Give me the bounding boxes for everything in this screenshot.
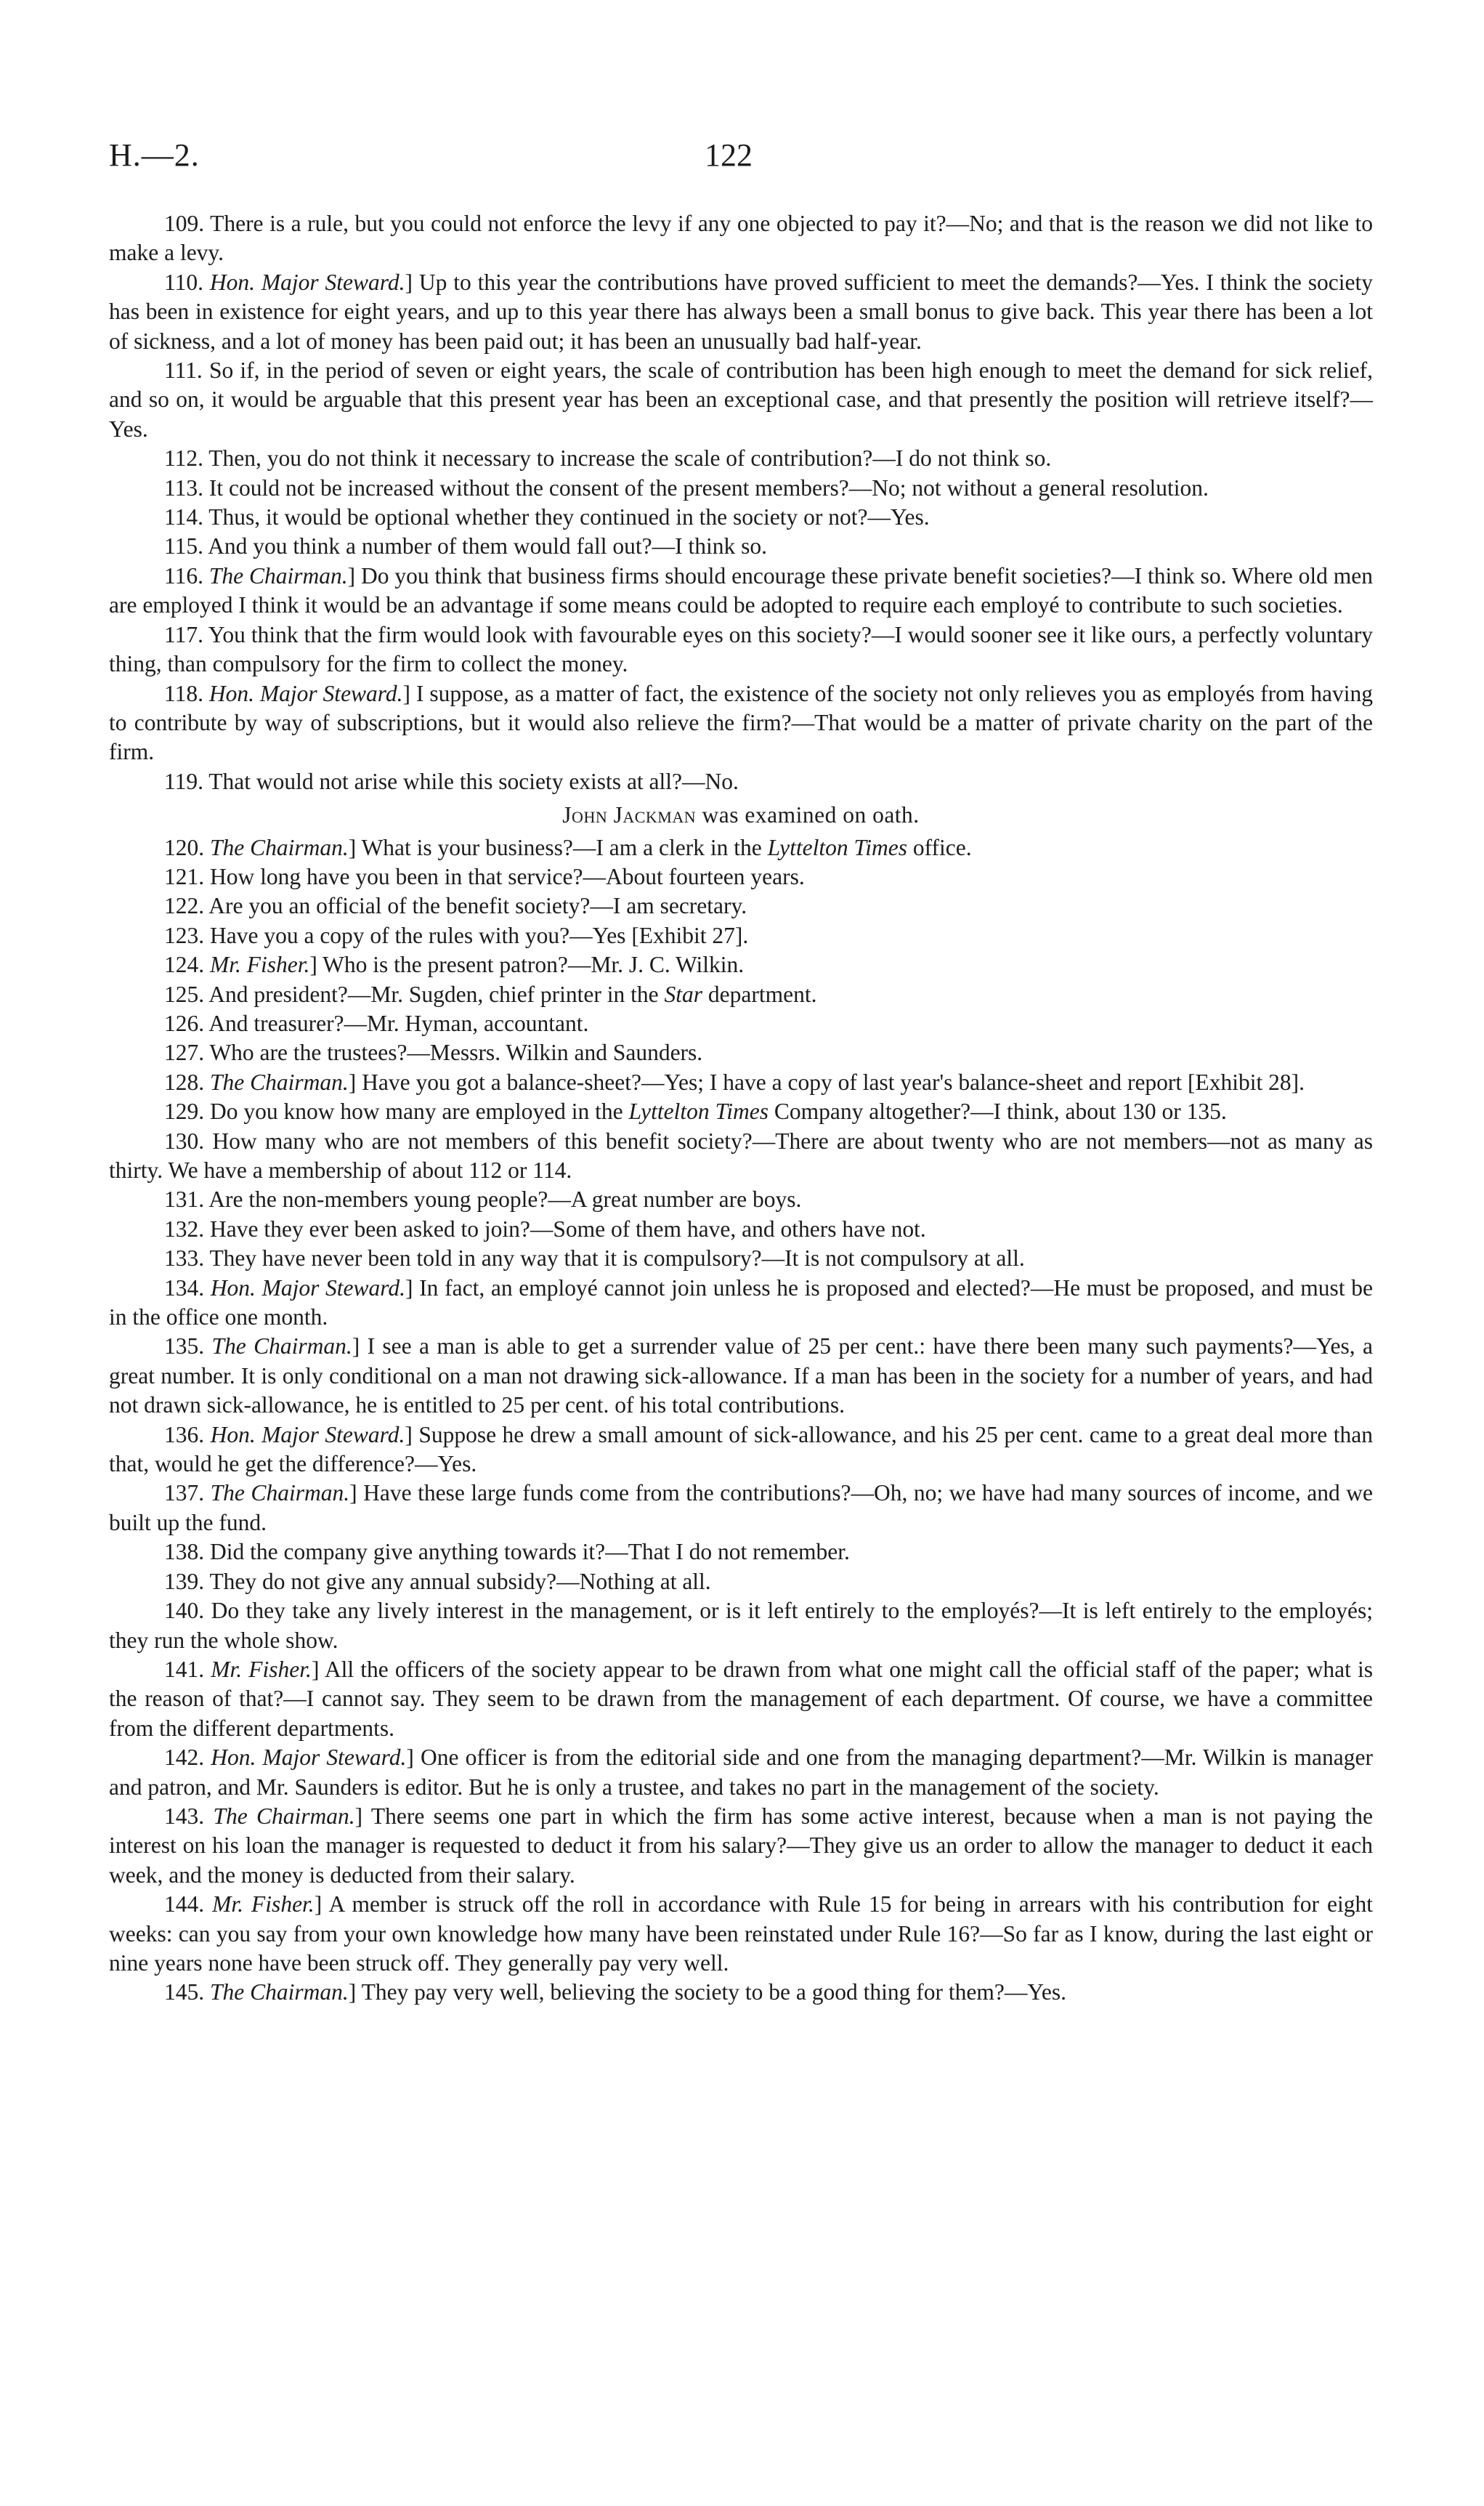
- paragraph-text: They have never been told in any way that it is compulsory?—It is not compulsory at all.: [209, 1245, 1025, 1272]
- paragraph-number: 121.: [164, 863, 205, 889]
- paragraph-text: ] Do you think that business firms should encourage these private benefit societies?—I think so. Where old men are employed I think it would be an advantage if some means could be adopted to require each employé to contribute to such societies.: [109, 562, 1374, 618]
- paragraph-116: [109, 562, 1373, 621]
- paragraph-number: 128.: [164, 1069, 205, 1095]
- paragraph-number: 117.: [164, 621, 203, 647]
- paragraph-number: 116.: [164, 562, 203, 589]
- paragraph-142: [109, 1743, 1373, 1802]
- paragraph-text: It could not be increased without the consent of the present members?—No; not without a general resolution.: [208, 474, 1209, 501]
- paragraph-122: [109, 892, 1373, 921]
- paragraph-text: ] I see a man is able to get a surrender value of 25 per cent.: have there been many such payments?—Yes, a great number. It is only conditional on a man not drawing sick-allowance. If a man has been in the society for a number of years, and had not drawn sick-allowance, he is entitled to 25 per cent. of his total contributions.: [109, 1333, 1373, 1418]
- paragraph-text-end: department.: [702, 981, 817, 1007]
- paragraph-number: 124.: [164, 952, 205, 978]
- paragraph-110: [109, 268, 1373, 356]
- document-code: H.—2.: [109, 137, 200, 173]
- paragraph-140: [109, 1596, 1373, 1655]
- paragraph-132: [109, 1215, 1373, 1244]
- witness-heading: [109, 801, 1373, 830]
- newspaper-title: Star: [664, 981, 703, 1007]
- paragraph-131: [109, 1185, 1373, 1214]
- speaker-name: Hon. Major Steward.: [208, 680, 403, 706]
- page-header: [109, 0, 1373, 218]
- paragraph-number: 109.: [164, 211, 205, 236]
- speaker-name: The Chairman.: [210, 834, 349, 860]
- paragraph-text: Have they ever been asked to join?—Some of them have, and others have not.: [210, 1216, 926, 1242]
- paragraph-145: [109, 1978, 1373, 2007]
- paragraph-number: 125.: [164, 981, 205, 1007]
- paragraph-number: 132.: [164, 1216, 205, 1242]
- witness-name: John Jackman: [562, 802, 697, 828]
- newspaper-title: Lyttelton Times: [628, 1099, 769, 1125]
- speaker-name: The Chairman.: [213, 1803, 355, 1829]
- paragraph-number: 112.: [164, 445, 203, 472]
- speaker-name: The Chairman.: [211, 1333, 352, 1359]
- paragraph-139: [109, 1567, 1373, 1596]
- paragraph-text: Are you an official of the benefit society?—I am secretary.: [208, 893, 747, 919]
- paragraph-112: [109, 444, 1373, 473]
- paragraph-text: How long have you been in that service?—About fourteen years.: [210, 863, 805, 889]
- paragraph-number: 127.: [164, 1040, 205, 1066]
- speaker-name: The Chairman.: [210, 1979, 349, 2005]
- paragraph-123: [109, 921, 1373, 950]
- paragraph-number: 133.: [164, 1245, 205, 1272]
- paragraph-125: [109, 980, 1373, 1009]
- paragraph-text: And treasurer?—Mr. Hyman, accountant.: [208, 1010, 589, 1036]
- paragraph-124: [109, 950, 1373, 979]
- paragraph-text: ] Who is the present patron?—Mr. J. C. Wilkin.: [309, 952, 745, 978]
- paragraph-number: 129.: [164, 1099, 205, 1125]
- paragraph-115: [109, 532, 1373, 561]
- paragraph-144: [109, 1890, 1373, 1978]
- newspaper-title: Lyttelton Times: [767, 834, 908, 860]
- paragraph-text: Then, you do not think it necessary to increase the scale of contribution?—I do not think so.: [208, 445, 1052, 472]
- paragraph-117: [109, 621, 1373, 679]
- paragraph-number: 134.: [164, 1274, 205, 1301]
- paragraph-number: 137.: [164, 1480, 205, 1506]
- paragraph-number: 139.: [164, 1568, 205, 1594]
- paragraph-text: ] Have you got a balance-sheet?—Yes; I have a copy of last year's balance-sheet and report [Exhibit 28].: [348, 1069, 1305, 1095]
- paragraph-number: 113.: [164, 474, 203, 501]
- document-page: [109, 0, 1374, 2005]
- paragraph-group-a: [109, 209, 1373, 796]
- paragraph-text: So if, in the period of seven or eight years, the scale of contribution has been high enough to meet the demand for sick relief, and so on, it would be arguable that this present year has been an exceptional case, and that presently the position will retrieve itself?—Yes.: [109, 357, 1373, 442]
- paragraph-133: [109, 1244, 1373, 1273]
- paragraph-number: 122.: [164, 893, 205, 919]
- witness-heading-rest: was examined on oath.: [696, 802, 920, 828]
- paragraph-text: You think that the firm would look with favourable eyes on this society?—I would sooner see it like ours, a perfectly voluntary thing, than compulsory for the firm to collect the money.: [109, 621, 1373, 677]
- paragraph-text: Do you know how many are employed in the: [210, 1099, 629, 1125]
- paragraph-text: ] Up to this year the contributions have proved sufficient to meet the demands?—Yes. I think the society has been in existence for eight years, and up to this year there has always been a small bonus to give back. This year there has been a lot of sickness, and a lot of money has been paid out; it has been an unusually bad half-year.: [109, 269, 1373, 354]
- paragraph-text: And you think a number of them would fall out?—I think so.: [208, 533, 767, 559]
- paragraph-text: ] They pay very well, believing the society to be a good thing for them?—Yes.: [348, 1979, 1067, 2005]
- paragraph-143: [109, 1802, 1373, 1890]
- paragraph-text-end: office.: [907, 834, 972, 860]
- paragraph-111: [109, 356, 1373, 444]
- paragraph-138: [109, 1537, 1373, 1567]
- paragraph-text: And president?—Mr. Sugden, chief printer in the: [208, 981, 665, 1007]
- paragraph-119: [109, 767, 1373, 796]
- paragraph-text: Are the non-members young people?—A great number are boys.: [208, 1187, 802, 1213]
- speaker-name: Hon. Major Steward.: [210, 1421, 405, 1447]
- paragraph-136: [109, 1420, 1373, 1479]
- speaker-name: The Chairman.: [208, 562, 348, 589]
- paragraph-text: Who are the trustees?—Messrs. Wilkin and Saunders.: [209, 1040, 703, 1066]
- paragraph-number: 123.: [164, 922, 205, 948]
- paragraph-text: ] Have these large funds come from the contributions?—Oh, no; we have had many sources of income, and we built up the fund.: [109, 1480, 1373, 1535]
- speaker-name: Mr. Fisher.: [211, 1656, 312, 1682]
- paragraph-127: [109, 1038, 1373, 1067]
- paragraph-number: 126.: [164, 1010, 205, 1036]
- speaker-name: Mr. Fisher.: [212, 1891, 315, 1917]
- paragraph-number: 115.: [164, 533, 203, 559]
- paragraph-text: There is a rule, but you could not enforce the levy if any one objected to pay it?—No; and that is the reason we did not like to make a levy.: [109, 211, 1373, 266]
- paragraph-text: ] In fact, an employé cannot join unless he is proposed and elected?—He must be proposed, and must be in the office one month.: [109, 1274, 1373, 1330]
- paragraph-text: ] What is your business?—I am a clerk in the: [348, 834, 768, 860]
- paragraph-118: [109, 679, 1373, 767]
- paragraph-text: ] One officer is from the editorial side and one from the managing department?—Mr. Wilkin is manager and patron, and Mr. Saunders is editor. But he is only a trustee, and takes no part in the management of the society.: [109, 1745, 1373, 1800]
- paragraph-134: [109, 1274, 1373, 1333]
- speaker-name: Hon. Major Steward.: [210, 1274, 406, 1301]
- paragraph-text: Do they take any lively interest in the management, or is it left entirely to the employés?—It is left entirely to the employés; they run the whole show.: [109, 1598, 1374, 1653]
- speaker-name: Hon. Major Steward.: [211, 1745, 407, 1771]
- paragraph-113: [109, 474, 1373, 503]
- paragraph-number: 131.: [164, 1187, 205, 1213]
- paragraph-text: ] I suppose, as a matter of fact, the existence of the society not only relieves you as employés from having to contribute by way of subscriptions, but it would also relieve the firm?—That would be a matter of private charity on the part of the firm.: [109, 680, 1373, 765]
- paragraph-text-end: Company altogether?—I think, about 130 or 135.: [768, 1099, 1227, 1125]
- paragraph-141: [109, 1655, 1373, 1743]
- paragraph-text: ] All the officers of the society appear to be drawn from what one might call the official staff of the paper; what is the reason of that?—I cannot say. They seem to be drawn from the management of each department. Of course, we have a committee from the different departments.: [109, 1656, 1374, 1741]
- paragraph-text: Have you a copy of the rules with you?—Yes [Exhibit 27].: [210, 922, 749, 948]
- page-number: 122: [705, 137, 753, 173]
- paragraph-121: [109, 862, 1373, 892]
- paragraph-text: Thus, it would be optional whether they continued in the society or not?—Yes.: [208, 504, 930, 530]
- paragraph-number: 135.: [164, 1333, 205, 1359]
- paragraph-text: ] A member is struck off the roll in accordance with Rule 15 for being in arrears with his contribution for eight weeks: can you say from your own knowledge how many have been reinstated under Rule 16?—So far as I know, during the last eight or nine years none have been struck off. They generally pay very well.: [109, 1891, 1373, 1976]
- paragraph-126: [109, 1009, 1373, 1038]
- paragraph-text: How many who are not members of this benefit society?—There are about twenty who are not members—not as many as thirty. We have a membership of about 112 or 114.: [109, 1128, 1374, 1183]
- paragraph-text: ] There seems one part in which the firm has some active interest, because when a man is not paying the interest on his loan the manager is requested to deduct it from his salary?—They give us an order to allow the manager to deduct it each week, and the money is deducted from their salary.: [109, 1803, 1373, 1888]
- paragraph-number: 114.: [164, 504, 203, 530]
- paragraph-number: 111.: [164, 357, 203, 384]
- paragraph-number: 142.: [164, 1745, 205, 1771]
- paragraph-number: 110.: [164, 269, 203, 295]
- paragraph-114: [109, 503, 1373, 532]
- paragraph-number: 145.: [164, 1979, 205, 2005]
- paragraph-text: They do not give any annual subsidy?—Nothing at all.: [209, 1568, 711, 1594]
- paragraph-120: [109, 833, 1373, 862]
- paragraph-137: [109, 1479, 1373, 1537]
- evidence-body: [109, 209, 1373, 2008]
- paragraph-number: 138.: [164, 1539, 205, 1565]
- paragraph-number: 136.: [164, 1421, 205, 1447]
- paragraph-number: 141.: [164, 1656, 205, 1682]
- speaker-name: Mr. Fisher.: [210, 952, 310, 978]
- paragraph-number: 120.: [164, 834, 205, 860]
- paragraph-number: 130.: [164, 1128, 205, 1154]
- paragraph-number: 119.: [164, 768, 203, 794]
- paragraph-number: 143.: [164, 1803, 205, 1829]
- paragraph-number: 118.: [164, 680, 203, 706]
- speaker-name: The Chairman.: [210, 1069, 349, 1095]
- paragraph-129: [109, 1097, 1373, 1126]
- paragraph-109: [109, 209, 1373, 268]
- paragraph-number: 140.: [164, 1598, 205, 1624]
- paragraph-text: ] Suppose he drew a small amount of sick-allowance, and his 25 per cent. came to a great deal more than that, would he get the difference?—Yes.: [109, 1421, 1373, 1477]
- paragraph-135: [109, 1332, 1373, 1420]
- speaker-name: Hon. Major Steward.: [209, 269, 405, 295]
- paragraph-130: [109, 1127, 1373, 1186]
- paragraph-group-b: [109, 1127, 1373, 2008]
- paragraph-128: [109, 1068, 1373, 1097]
- paragraph-text: Did the company give anything towards it?—That I do not remember.: [210, 1539, 850, 1565]
- paragraph-number: 144.: [164, 1891, 205, 1917]
- speaker-name: The Chairman.: [210, 1480, 350, 1506]
- paragraph-text: That would not arise while this society exists at all?—No.: [208, 768, 739, 794]
